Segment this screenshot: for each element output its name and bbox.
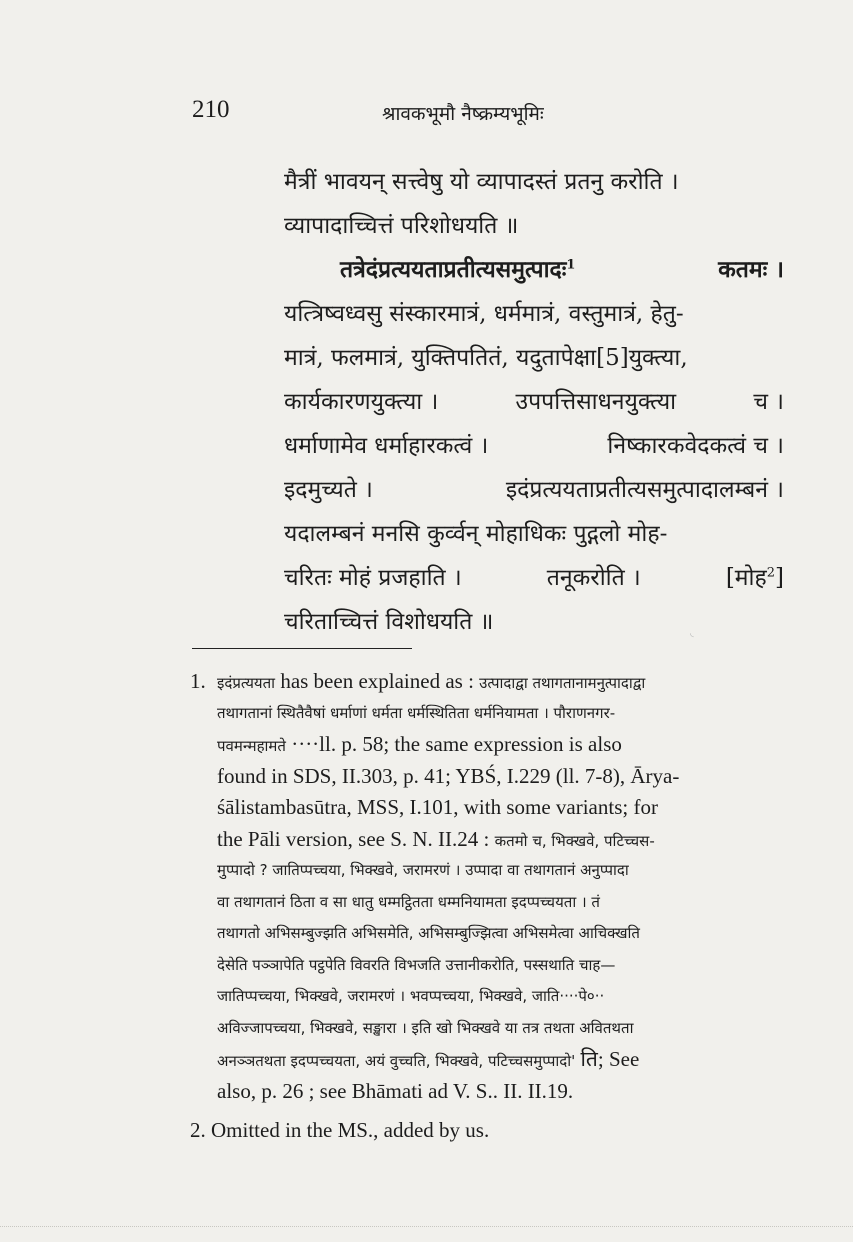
- main-text: [284, 160, 784, 644]
- scan-edge: [0, 1226, 853, 1230]
- footnote-line: śālistambasūtra, MSS, I.101, with some variants; for: [217, 795, 658, 819]
- line-segment: चरितः मोहं प्रजहाति ।: [284, 565, 462, 591]
- text-line: [284, 512, 784, 556]
- line-segment: निष्कारकवेदकत्वं च ।: [607, 433, 784, 459]
- footnote-line: तथागतानां स्थितैवैषां धर्माणां धर्मता धर्मस्थितिता धर्मनियामता । पौराणनगर-: [217, 703, 616, 722]
- line-segment: धर्माणामेव धर्माहारकत्वं ।: [284, 433, 489, 459]
- text-line: [284, 292, 784, 336]
- footnote-line: जातिप्पच्चया, भिक्खवे, जरामरणं । भवप्पच्चया, भिक्खवे, जाति····पे०··: [217, 987, 605, 1005]
- footnote-text: Omitted in the MS., added by us.: [211, 1118, 490, 1142]
- line-segment: तनूकरोति ।: [546, 565, 641, 591]
- text-line: [284, 600, 784, 644]
- heading-text: तत्रेदंप्रत्ययताप्रतीत्यसमुत्पादः: [340, 256, 567, 283]
- heading-question: कतमः ।: [718, 256, 784, 283]
- footnote-line: [217, 729, 790, 761]
- footnote-english: ····ll. p. 58; the same expression is also: [285, 732, 622, 756]
- footnote-line: वा तथागतानं ठिता व सा धातु धम्मट्ठितता धम्मनियामता इदप्पच्चयता । तं: [217, 892, 600, 911]
- line-segment: इदंप्रत्ययताप्रतीत्यसमुत्पादालम्बनं ।: [505, 477, 784, 503]
- text-line: [284, 424, 784, 468]
- footnote-line: देसेति पञ्ञापेति पट्ठपेति विवरति विभजति उत्तानीकरोति, पस्सथाति चाह—: [217, 955, 616, 974]
- footnote-english: has been explained as :: [275, 669, 480, 693]
- footnote-devanagari: अनञ्ञतथता इदप्पच्चयता, अयं वुच्चति, भिक्खवे, पटिच्चसमुप्पादो': [217, 1052, 576, 1070]
- footnote-number: 1.: [190, 669, 206, 693]
- line-text: चरिताच्चित्तं विशोधयति ॥: [284, 609, 494, 635]
- line-segment: च ।: [753, 389, 784, 415]
- section-heading: [340, 248, 575, 292]
- line-text: यत्त्रिष्वध्वसु संस्कारमात्रं, धर्ममात्रं, वस्तुमात्रं, हेतु-: [284, 301, 684, 327]
- text-line: [284, 468, 784, 512]
- footnote-1: [190, 666, 790, 1107]
- footnote-rule: [192, 648, 412, 649]
- insertion-text: [मोह: [725, 565, 767, 591]
- footnote-line: तथागतो अभिसम्बुज्झति अभिसमेति, अभिसम्बुज्झित्वा अभिसमेत्वा आचिक्खति: [217, 924, 640, 942]
- footnote-2: [190, 1118, 489, 1143]
- line-text: यदालम्बनं मनसि कुर्व्वन् मोहाधिकः पुद्गलो मोह-: [284, 521, 668, 547]
- paper-speck: ◟: [690, 628, 694, 639]
- footnote-line: [190, 666, 790, 698]
- footnote-line: found in SDS, II.303, p. 41; YBŚ, I.229 (ll. 7-8), Ārya-: [217, 763, 680, 788]
- footnote-english: the Pāli version, see S. N. II.24 :: [217, 826, 495, 851]
- footnote-line: अविज्जापच्चया, भिक्खवे, सङ्खारा । इति खो भिक्खवे या तत्र तथता अवितथता: [217, 1018, 634, 1037]
- bracketed-insertion: [726, 556, 784, 600]
- running-head: श्रावकभूमौ नैष्क्रम्यभूमिः: [382, 103, 544, 125]
- footnote-line: [217, 824, 790, 856]
- text-line: [284, 556, 784, 600]
- line-segment: उपपत्तिसाधनयुक्त्या: [515, 389, 677, 415]
- footnote-line: मुप्पादो ? जातिप्पच्चया, भिक्खवे, जरामरणं । उप्पादा वा तथागतानं अनुप्पादा: [217, 861, 629, 879]
- line-text: मात्रं, फलमात्रं, युक्तिपतितं, यदुतापेक्षा[5]युक्त्या,: [284, 345, 688, 371]
- line-segment: इदमुच्यते ।: [284, 477, 373, 503]
- footnote-devanagari: उत्पादाद्वा तथागतानामनुत्पादाद्वा: [479, 674, 646, 692]
- text-line: [284, 380, 784, 424]
- footnote-marker-2: 2: [766, 565, 776, 581]
- footnote-number: 2.: [190, 1118, 206, 1142]
- line-segment: कार्यकारणयुक्त्या ।: [284, 389, 439, 415]
- line-text: व्यापादाच्चित्तं परिशोधयति ॥: [284, 213, 519, 239]
- footnote-devanagari: इदंप्रत्ययता: [217, 674, 276, 692]
- footnote-line: [217, 1044, 790, 1076]
- footnote-devanagari: पवमन्महामते: [217, 737, 286, 755]
- section-heading-line: [284, 248, 784, 292]
- footnote-english: ति; See: [575, 1047, 640, 1071]
- footnote-line: also, p. 26 ; see Bhāmati ad V. S.. II. II.19.: [217, 1078, 574, 1103]
- text-line: [284, 160, 784, 204]
- text-line: [284, 336, 784, 380]
- text-line: [284, 204, 784, 248]
- page-header: [192, 96, 812, 130]
- line-text: मैत्रीं भावयन् सत्त्वेषु यो व्यापादस्तं प्रतनु करोति ।: [284, 169, 679, 195]
- insertion-close: ]: [775, 565, 784, 591]
- footnote-devanagari: कतमो च, भिक्खवे, पटिच्चस-: [494, 831, 655, 850]
- page-number: 210: [192, 96, 230, 123]
- footnote-marker-1: 1: [566, 257, 576, 273]
